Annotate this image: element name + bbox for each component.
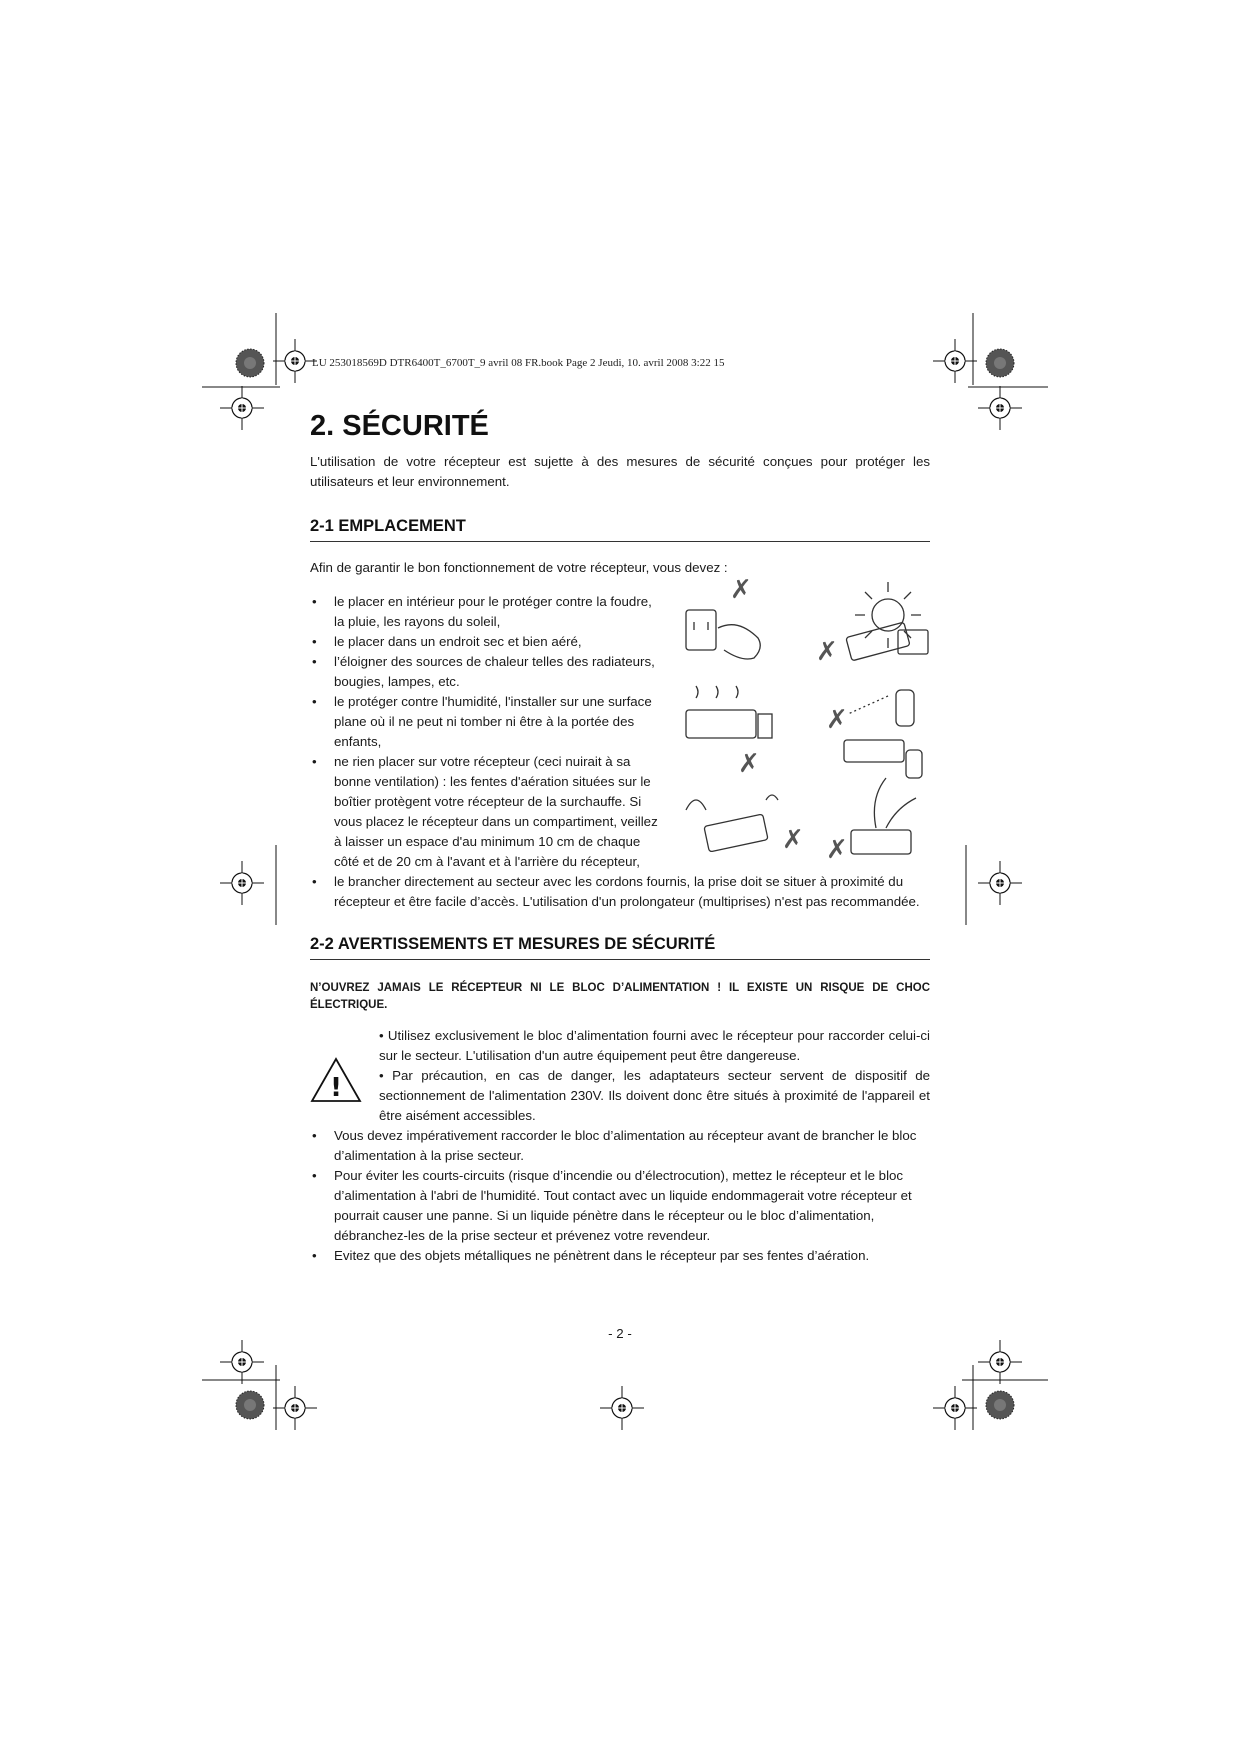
list-item: • Pour éviter les courts-circuits (risque d’incendie ou d’électrocution), mettez le récepteur et le bloc d’alimentation à l'abri de l'humidité. Tout contact avec un liquide endommagerait votre récepteur et pourrait causer une panne. Si un liquide pénètre dans le récepteur ou le bloc d’alimentation, débranchez-les de la prise secteur et prévenez votre revendeur. [310, 1166, 930, 1246]
list-item: • Evitez que des objets métalliques ne pénètrent dans le récepteur par ses fentes d’aération. [310, 1246, 930, 1266]
x-mark-icon: ✗ [816, 637, 838, 667]
electric-shock-warning: N’OUVREZ JAMAIS LE RÉCEPTEUR NI LE BLOC D’ALIMENTATION ! IL EXISTE UN RISQUE DE CHOC ÉLECTRIQUE. [310, 982, 930, 1011]
section-lead: Afin de garantir le bon fonctionnement de votre récepteur, vous devez : [310, 560, 728, 575]
warning-triangle-icon [310, 1056, 362, 1104]
list-item: • ne rien placer sur votre récepteur (ceci nuirait à sa bonne ventilation) : les fentes d'aération situées sur le boîtier protègent votre récepteur de la surchauffe. Si vous placez le récepteur dans un compartiment, veillez à laisser un espace d'au minimum 10 cm de chaque côté et de 20 cm à l'avant et à l'arrière du récepteur, [310, 752, 664, 872]
x-mark-icon: ✗ [738, 749, 760, 779]
x-mark-icon: ✗ [826, 835, 848, 865]
caution-item: • Utilisez exclusivement le bloc d’alimentation fourni avec le récepteur pour raccorder celui-ci sur le secteur. L'utilisation d'un autre équipement peut être dangereuse. [379, 1028, 930, 1063]
section-heading-emplacement: 2-1 EMPLACEMENT [310, 516, 930, 542]
list-item: • Vous devez impérativement raccorder le bloc d’alimentation au récepteur avant de brancher le bloc d’alimentation à la prise secteur. [310, 1126, 930, 1166]
caution-block [310, 1026, 930, 1126]
page-number: - 2 - [608, 1326, 632, 1341]
list-item: • le placer en intérieur pour le protéger contre la foudre, la pluie, les rayons du soleil, [310, 592, 664, 632]
svg-text:!: ! [330, 1073, 342, 1103]
caution-item: • Par précaution, en cas de danger, les adaptateurs secteur servent de dispositif de sectionnement de l'alimentation 230V. Ils doivent donc être situés à proximité de l'appareil et être aisément accessibles. [379, 1068, 930, 1123]
safety-list [310, 1126, 930, 1266]
x-mark-icon: ✗ [782, 825, 804, 855]
x-mark-icon: ✗ [826, 705, 848, 735]
list-item: • le protéger contre l'humidité, l'installer sur une surface plane où il ne peut ni tomber ni être à la portée des enfants, [310, 692, 664, 752]
intro-paragraph: L'utilisation de votre récepteur est sujette à des mesures de sécurité conçues pour protéger les utilisateurs et leur environnement. [310, 454, 930, 489]
x-mark-icon: ✗ [730, 575, 752, 605]
placement-list [310, 592, 930, 912]
page-title: 2. SÉCURITÉ [310, 410, 489, 442]
list-item: • l’éloigner des sources de chaleur telles des radiateurs, bougies, lampes, etc. [310, 652, 664, 692]
list-item: • le placer dans un endroit sec et bien aéré, [310, 632, 664, 652]
main-content [310, 408, 930, 1266]
print-header: LU 253018569D DTR6400T_6700T_9 avril 08 FR.book Page 2 Jeudi, 10. avril 2008 3:22 15 [312, 357, 725, 369]
section-heading-avertissements: 2-2 AVERTISSEMENTS ET MESURES DE SÉCURITÉ [310, 934, 930, 960]
list-item: • le brancher directement au secteur avec les cordons fournis, la prise doit se situer à proximité du récepteur et être facile d’accès. L'utilisation d'un prolongateur (multiprises) n'est pas recommandée. [310, 872, 930, 912]
